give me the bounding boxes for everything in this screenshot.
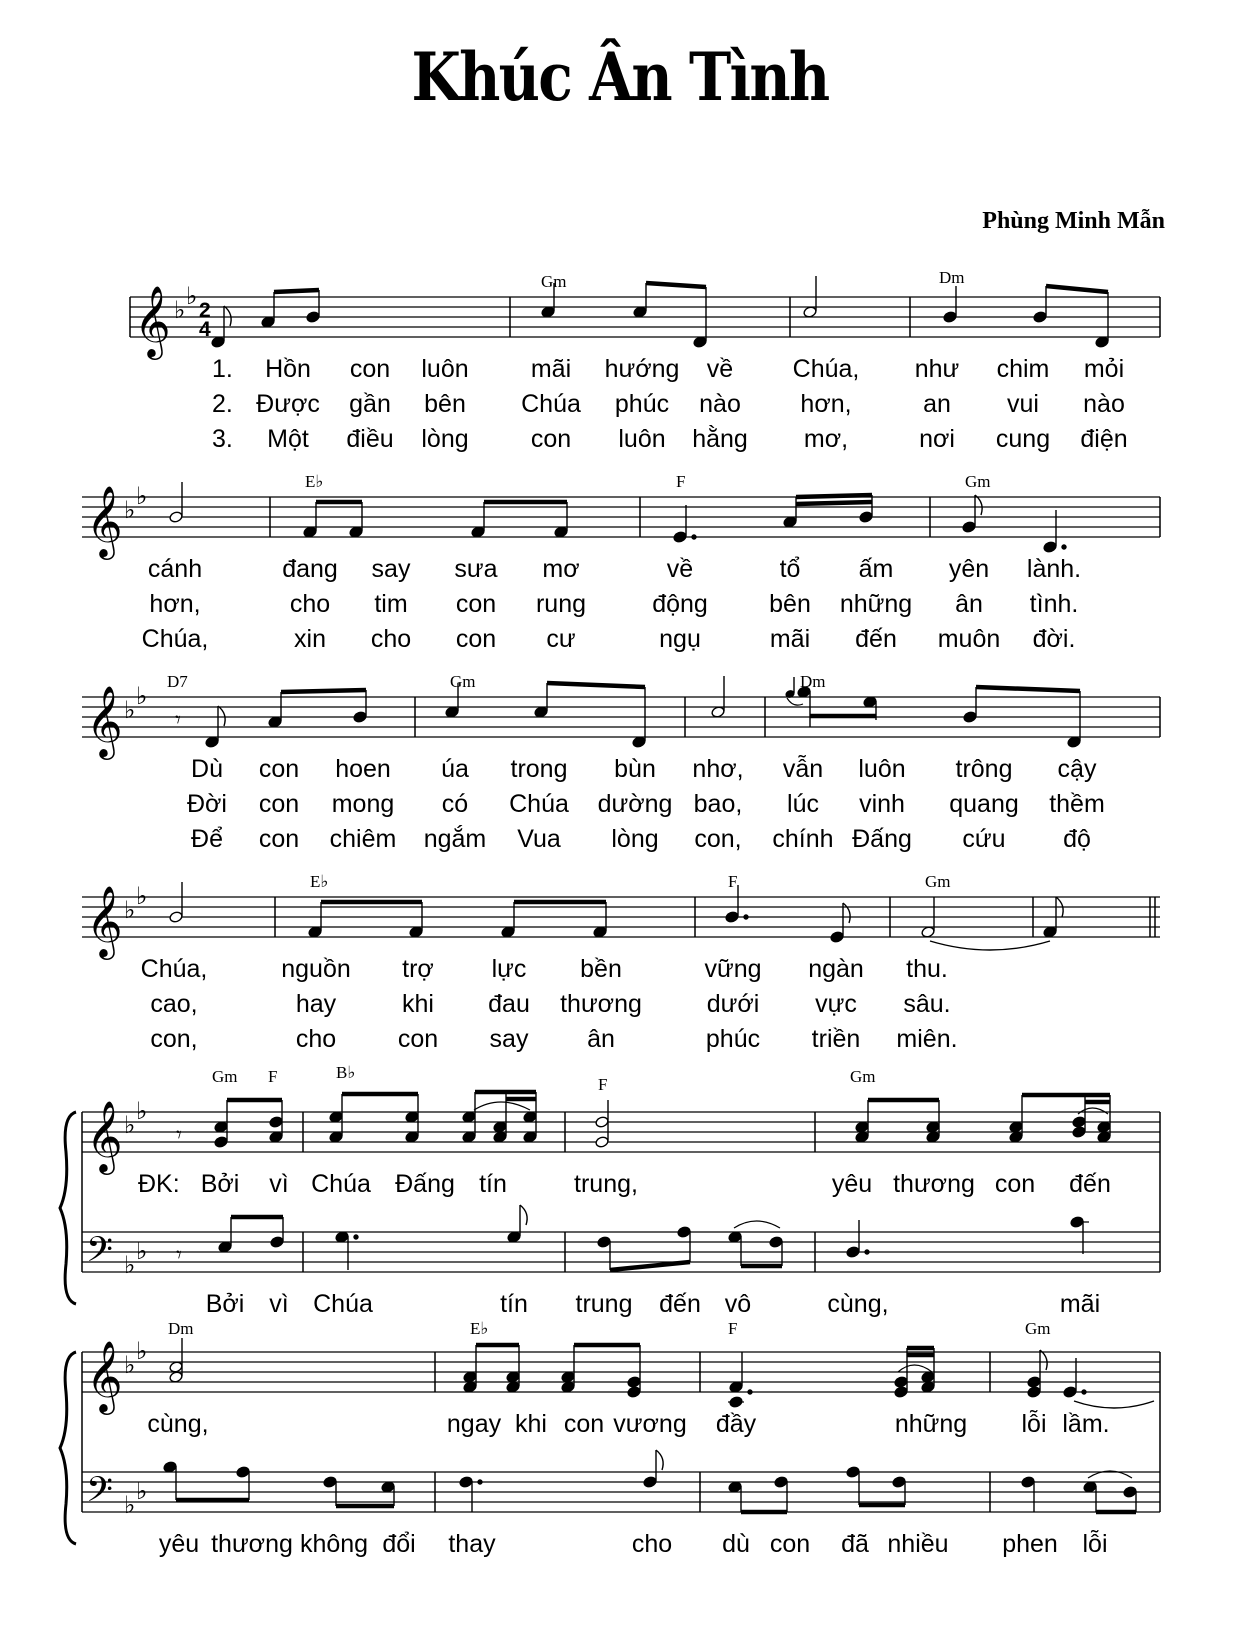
- flat-icon: ♭: [136, 1098, 148, 1125]
- lyric-word: bên: [424, 390, 466, 418]
- lyric-word: say: [489, 1025, 529, 1053]
- lyric-word: con: [530, 425, 572, 453]
- lyric-word: đã: [841, 1530, 869, 1558]
- lyric-word: con: [258, 790, 300, 818]
- chord-symbol: Gm: [925, 872, 951, 891]
- lyric-word: Chúa,: [141, 625, 209, 653]
- lyric-word: nơi: [919, 425, 955, 453]
- lyric-word: cùng,: [147, 1410, 209, 1438]
- lyric-word: cậy: [1057, 755, 1097, 783]
- lyrics-row: [201, 1170, 1111, 1318]
- lyric-word: chim: [996, 355, 1050, 383]
- chord-symbol: F: [676, 472, 686, 491]
- lyric-word: độ: [1063, 825, 1091, 853]
- lyric-word: lòng: [421, 425, 469, 453]
- lyric-word: đến: [659, 1290, 701, 1318]
- lyric-word: cho: [289, 590, 331, 618]
- lyric-word: Một: [267, 425, 309, 453]
- lyric-word: cánh: [147, 555, 203, 583]
- lyric-word: vì: [269, 1290, 289, 1318]
- lyric-word: ân: [587, 1025, 615, 1053]
- lyric-word: luôn: [858, 755, 906, 783]
- lyric-word: dưới: [706, 990, 760, 1018]
- verse-label: 2.: [212, 390, 233, 418]
- lyric-word: Chúa,: [140, 955, 208, 983]
- lyric-word: sưa: [454, 555, 498, 583]
- lyric-word: trung: [575, 1290, 633, 1318]
- lyric-word: lỗi: [1082, 1530, 1108, 1558]
- lyric-word: Đời: [186, 790, 228, 818]
- treble-clef-icon: 𝄞: [86, 687, 123, 756]
- chord-symbol: B♭: [336, 1063, 356, 1082]
- brace-icon: [60, 1352, 76, 1544]
- lyric-word: Đấng: [395, 1170, 455, 1198]
- lyric-word: yêu: [831, 1170, 873, 1198]
- treble-clef-icon: 𝄞: [134, 287, 171, 356]
- lyric-word: ngụ: [659, 625, 701, 653]
- lyric-word: khi: [515, 1410, 547, 1438]
- lyric-word: con: [258, 755, 300, 783]
- lyric-word: cứu: [962, 825, 1006, 853]
- lyric-word: triền: [811, 1025, 861, 1053]
- lyric-word: Hồn: [265, 355, 311, 383]
- lyric-word: phúc: [614, 390, 670, 418]
- chord-symbol: E♭: [470, 1319, 489, 1338]
- lyric-word: con: [349, 355, 391, 383]
- lyric-word: khi: [402, 990, 434, 1018]
- lyric-word: ngàn: [808, 955, 864, 983]
- lyric-word: có: [441, 790, 469, 818]
- lyric-word: đổi: [382, 1530, 416, 1558]
- lyric-word: phúc: [705, 1025, 761, 1053]
- chord-symbol: Gm: [850, 1067, 876, 1086]
- staff-lines: [82, 497, 1160, 537]
- lyric-word: Bởi: [205, 1290, 245, 1318]
- lyric-word: Bởi: [200, 1170, 240, 1198]
- chord-symbol: E♭: [305, 472, 324, 491]
- bass-clef-icon: 𝄢: [86, 1230, 114, 1277]
- lyric-word: trung,: [574, 1170, 638, 1198]
- lyric-word: phen: [1002, 1530, 1058, 1558]
- staff-lines: [82, 697, 1160, 737]
- eighth-rest-icon: 𝄾: [176, 1122, 182, 1147]
- system-4: [82, 872, 1160, 1053]
- lyric-word: tín: [479, 1170, 507, 1198]
- lyric-word: hơn,: [149, 590, 201, 618]
- lyric-word: đau: [488, 990, 530, 1018]
- chord-symbol: Gm: [212, 1067, 238, 1086]
- lyric-word: trông: [955, 755, 1013, 783]
- system-6: [60, 1319, 1160, 1558]
- lyric-word: Dù: [191, 755, 223, 783]
- lyric-word: con,: [150, 1025, 198, 1053]
- system-3: [82, 672, 1160, 853]
- flat-icon: ♭: [136, 483, 148, 510]
- chord-symbol: Gm: [450, 672, 476, 691]
- lyric-word: con: [455, 625, 497, 653]
- lyric-word: những: [894, 1410, 968, 1438]
- lyric-word: dường: [597, 790, 673, 818]
- lyric-word: tín: [500, 1290, 528, 1318]
- lyric-word: Chúa: [509, 790, 569, 818]
- lyric-word: cho: [631, 1530, 673, 1558]
- treble-clef-icon: 𝄞: [86, 1102, 123, 1171]
- lyric-word: vẫn: [782, 755, 824, 783]
- lyric-word: cư: [546, 625, 576, 653]
- lyric-word: bên: [769, 590, 811, 618]
- lyric-word: nguồn: [281, 955, 351, 983]
- lyric-word: vui: [1007, 390, 1039, 418]
- lyric-word: mơ,: [803, 425, 849, 453]
- staff-lines: [130, 297, 1160, 337]
- lyrics-row: [256, 355, 1127, 453]
- chord-symbol: Dm: [800, 672, 826, 691]
- lyric-word: con: [397, 1025, 439, 1053]
- treble-clef-icon: 𝄞: [86, 1342, 123, 1411]
- lyric-word: thay: [448, 1530, 496, 1558]
- lyric-word: đang: [282, 555, 338, 583]
- lyric-word: ấm: [858, 555, 894, 583]
- time-signature: 2: [199, 299, 211, 322]
- brace-icon: [60, 1112, 76, 1304]
- lyrics-row: [142, 555, 1081, 653]
- lyric-word: cho: [370, 625, 412, 653]
- lyric-word: đến: [855, 625, 897, 653]
- lyric-word: vương: [613, 1410, 687, 1438]
- lyric-word: mãi: [1059, 1290, 1101, 1318]
- lyric-word: cao,: [150, 990, 198, 1018]
- chord-symbol: Dm: [939, 268, 965, 287]
- lyric-word: động: [652, 590, 708, 618]
- lyric-word: Chúa,: [792, 355, 860, 383]
- chord-symbol: E♭: [310, 872, 329, 891]
- lyric-word: xin: [294, 625, 326, 653]
- lyric-word: sâu.: [903, 990, 951, 1018]
- flat-icon: ♭: [124, 1352, 136, 1379]
- treble-clef-icon: 𝄞: [86, 487, 123, 556]
- lyric-word: hoen: [335, 755, 391, 783]
- lyric-word: rung: [535, 590, 587, 618]
- lyric-word: con: [258, 825, 300, 853]
- lyric-word: con: [563, 1410, 605, 1438]
- flat-icon: ♭: [136, 683, 148, 710]
- lyric-word: nhiều: [887, 1530, 949, 1558]
- lyric-word: hằng: [692, 425, 748, 453]
- chord-symbol: Gm: [541, 272, 567, 291]
- flat-icon: ♭: [124, 1252, 136, 1279]
- lyric-word: cung: [995, 425, 1051, 453]
- lyric-word: chính: [772, 825, 834, 853]
- time-signature: 4: [199, 318, 211, 341]
- lyric-word: đến: [1069, 1170, 1111, 1198]
- lyric-word: đời.: [1032, 625, 1076, 653]
- eighth-rest-icon: 𝄾: [175, 707, 181, 732]
- system-5: [60, 1063, 1160, 1318]
- flat-icon: ♭: [186, 283, 198, 310]
- flat-icon: ♭: [124, 1492, 136, 1519]
- lyric-word: chiêm: [329, 825, 397, 853]
- lyric-word: hay: [295, 990, 337, 1018]
- lyric-word: trong: [510, 755, 568, 783]
- lyric-word: luôn: [421, 355, 469, 383]
- lyric-word: những: [839, 590, 913, 618]
- lyric-word: ân: [955, 590, 983, 618]
- lyric-word: thu.: [906, 955, 948, 983]
- lyric-word: thương: [893, 1170, 975, 1198]
- staff-lines: [82, 897, 1160, 937]
- chord-symbol: F: [598, 1075, 608, 1094]
- lyric-word: mong: [331, 790, 395, 818]
- lyric-word: con: [769, 1530, 811, 1558]
- lyric-word: vì: [269, 1170, 289, 1198]
- lyric-word: gần: [349, 390, 391, 418]
- lyrics-row: [141, 955, 958, 1053]
- lyric-word: lỗi: [1021, 1410, 1047, 1438]
- system-1: [130, 268, 1160, 453]
- flat-icon: ♭: [124, 1112, 136, 1139]
- lyric-word: ngắm: [423, 825, 487, 853]
- lyric-word: tim: [374, 590, 408, 618]
- notes: [169, 482, 1066, 553]
- verse-label: 3.: [212, 425, 233, 453]
- lyric-word: lòng: [611, 825, 659, 853]
- notes: [169, 882, 1063, 950]
- lyric-word: yên: [948, 555, 990, 583]
- chord-symbol: Gm: [1025, 1319, 1051, 1338]
- lyric-word: trợ: [402, 955, 434, 983]
- chord-symbol: Dm: [168, 1319, 194, 1338]
- treble-clef-icon: 𝄞: [86, 887, 123, 956]
- chorus-label: ĐK:: [138, 1170, 180, 1198]
- lyric-word: Chúa: [521, 390, 581, 418]
- eighth-rest-icon: 𝄾: [176, 1242, 182, 1267]
- lyric-word: về: [706, 355, 734, 383]
- lyric-word: cùng,: [827, 1290, 889, 1318]
- lyric-word: về: [666, 555, 694, 583]
- chord-symbol: Gm: [965, 472, 991, 491]
- lyric-word: mãi: [530, 355, 572, 383]
- lyric-word: thương: [211, 1530, 293, 1558]
- chord-symbol: F: [728, 872, 738, 891]
- lyric-word: lực: [491, 955, 527, 983]
- chord-symbol: F: [268, 1067, 278, 1086]
- lyric-word: muôn: [937, 625, 1001, 653]
- lyric-word: điều: [346, 425, 394, 453]
- lyric-word: Chúa: [313, 1290, 373, 1318]
- lyric-word: đầy: [715, 1410, 757, 1438]
- flat-icon: ♭: [124, 897, 136, 924]
- lyric-word: thềm: [1049, 790, 1105, 818]
- lyric-word: ngay: [446, 1410, 502, 1438]
- flat-icon: ♭: [174, 297, 186, 324]
- flat-icon: ♭: [136, 1338, 148, 1365]
- chord-symbol: D7: [167, 672, 188, 691]
- lyric-word: Để: [191, 825, 223, 853]
- system-2: [82, 472, 1160, 653]
- chord-symbol: F: [728, 1319, 738, 1338]
- lyric-word: luôn: [618, 425, 666, 453]
- lyric-word: Đấng: [852, 825, 912, 853]
- lyrics-row: [187, 754, 1105, 853]
- lyric-word: không: [299, 1530, 369, 1558]
- flat-icon: ♭: [124, 497, 136, 524]
- lyric-word: vực: [815, 990, 857, 1018]
- lyric-word: dù: [722, 1530, 750, 1558]
- lyric-word: con: [455, 590, 497, 618]
- verse-label: 1.: [212, 355, 233, 383]
- lyric-word: hơn,: [800, 390, 852, 418]
- lyric-word: bùn: [614, 755, 656, 783]
- lyric-word: cho: [295, 1025, 337, 1053]
- lyric-word: tình.: [1029, 590, 1079, 618]
- lyric-word: Chúa: [311, 1170, 371, 1198]
- lyric-word: mỏi: [1083, 355, 1125, 383]
- lyric-word: như: [914, 355, 960, 383]
- lyric-word: úa: [441, 755, 469, 783]
- lyric-word: hướng: [604, 355, 680, 383]
- flat-icon: ♭: [124, 697, 136, 724]
- lyric-word: vô: [724, 1290, 752, 1318]
- lyric-word: lúc: [787, 790, 819, 818]
- lyric-word: an: [923, 390, 951, 418]
- lyric-word: bền: [580, 955, 622, 983]
- flat-icon: ♭: [136, 1478, 148, 1505]
- lyric-word: con: [994, 1170, 1036, 1198]
- flat-icon: ♭: [136, 883, 148, 910]
- lyric-word: miên.: [896, 1025, 958, 1053]
- lyric-word: mãi: [769, 625, 811, 653]
- lyric-word: yêu: [158, 1530, 200, 1558]
- flat-icon: ♭: [136, 1238, 148, 1265]
- lyric-word: bao,: [693, 790, 743, 818]
- lyric-word: Được: [256, 390, 320, 418]
- lyric-word: nhơ,: [692, 755, 744, 783]
- lyric-word: vững: [704, 955, 762, 983]
- lyric-word: thương: [560, 990, 642, 1018]
- lyric-word: lành.: [1026, 555, 1082, 583]
- bass-clef-icon: 𝄢: [86, 1470, 114, 1517]
- lyric-word: lầm.: [1062, 1410, 1110, 1438]
- lyric-word: tổ: [779, 555, 801, 583]
- lyrics-row: [147, 1409, 1109, 1558]
- lyric-word: nào: [1083, 390, 1125, 418]
- lyric-word: điện: [1080, 425, 1128, 453]
- lyric-word: quang: [949, 790, 1019, 818]
- lyric-word: mơ: [542, 555, 580, 583]
- lyric-word: vinh: [859, 790, 905, 818]
- song-title: Khúc Ân Tình: [411, 38, 829, 116]
- lyric-word: Vua: [517, 825, 561, 853]
- lyric-word: nào: [699, 390, 741, 418]
- lyric-word: say: [371, 555, 411, 583]
- composer-name: Phùng Minh Mẫn: [982, 208, 1165, 234]
- lyric-word: con,: [694, 825, 742, 853]
